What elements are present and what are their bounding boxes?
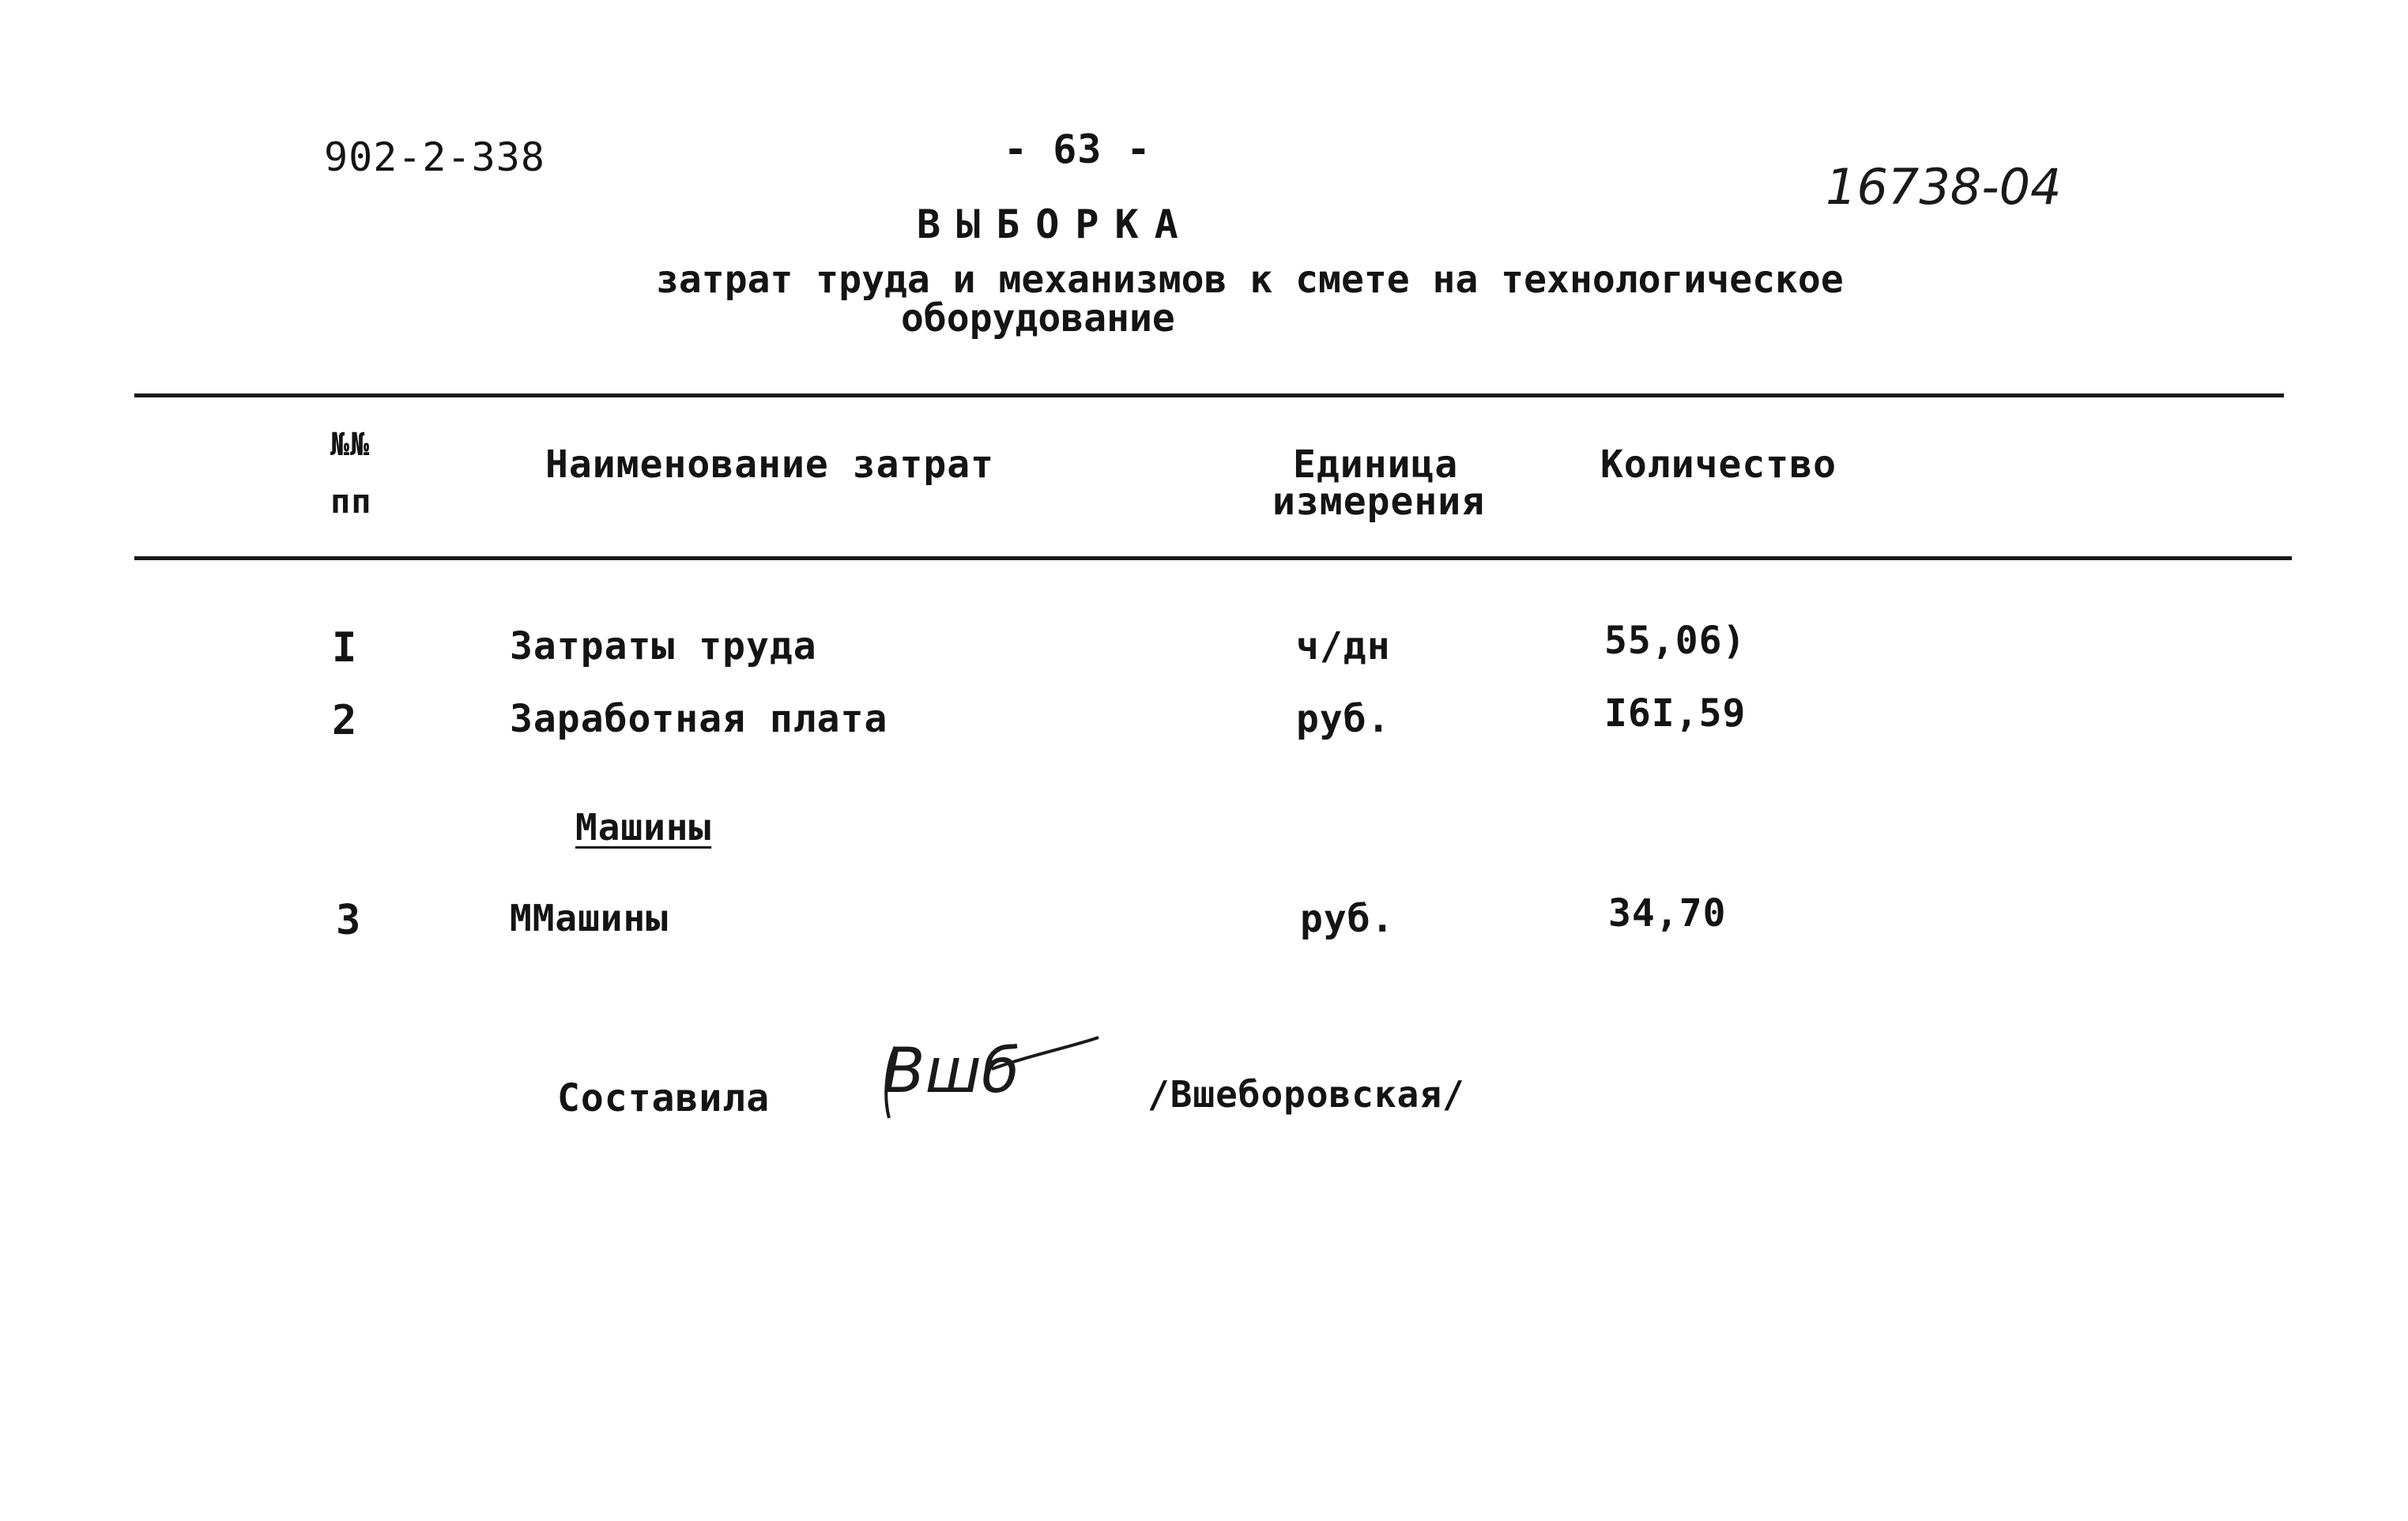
row-name: ММашины xyxy=(510,897,669,939)
table-top-rule xyxy=(134,393,2284,397)
row-name: Затраты труда xyxy=(510,624,817,668)
column-header-quantity: Количество xyxy=(1600,442,1837,487)
row-number: I xyxy=(332,624,358,672)
row-quantity: I6I,59 xyxy=(1604,691,1747,736)
row-quantity: 55,06) xyxy=(1604,619,1747,663)
handwritten-inventory-number: 16738-04 xyxy=(1826,158,2062,216)
compiler-name: /Вшеборовская/ xyxy=(1147,1073,1465,1116)
signature xyxy=(873,1031,1102,1134)
signature-text: Вшб xyxy=(883,1036,1019,1107)
row-unit: ч/дн xyxy=(1296,624,1391,668)
column-header-number-line2: пп xyxy=(330,482,372,521)
document-subtitle-line2: оборудование xyxy=(901,296,1175,341)
row-quantity: 34,70 xyxy=(1608,891,1727,936)
document-title: ВЫБОРКА xyxy=(917,201,1194,247)
document-code: 902-2-338 xyxy=(324,134,545,180)
row-unit: руб. xyxy=(1296,697,1391,741)
compiled-by-label: Составила xyxy=(557,1076,771,1120)
table-header-rule xyxy=(134,556,2292,560)
signature-stroke-icon xyxy=(873,1031,1102,1134)
page-number: - 63 - xyxy=(1004,126,1151,172)
column-header-unit-line1: Единица xyxy=(1293,442,1459,487)
column-header-unit-line2: измерения xyxy=(1272,480,1486,524)
section-label-machines: Машины xyxy=(575,806,712,849)
row-number: 3 xyxy=(336,897,362,944)
column-header-name: Наименование затрат xyxy=(545,442,995,487)
document-subtitle-line1: затрат труда и механизмов к смете на технологическое xyxy=(656,258,1844,302)
column-header-number-line1: №№ xyxy=(330,427,371,463)
row-number: 2 xyxy=(332,697,358,744)
row-unit: руб. xyxy=(1300,897,1395,941)
row-name: Заработная плата xyxy=(510,697,888,741)
